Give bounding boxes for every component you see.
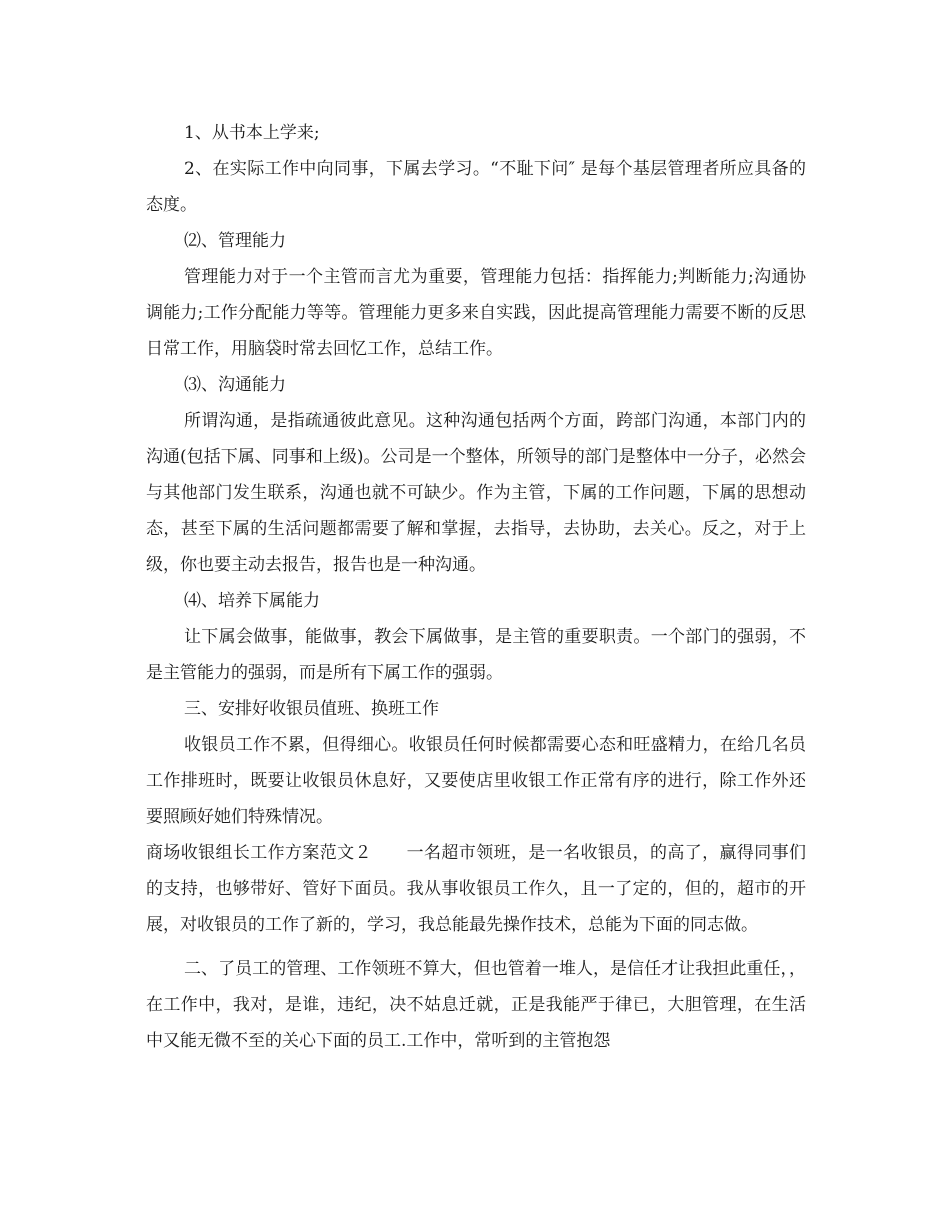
paragraph-management: 管理能力对于一个主管而言尤为重要，管理能力包括：指挥能力;判断能力;沟通协调能力;工作分配能力等等。管理能力更多来自实践，因此提高管理能力需要不断的反思日常工作，用脑袋时常去回忆工作，总结工作。 <box>146 267 806 359</box>
paragraph-scheduling: 收银员工作不累，但得细心。收银员任何时候都需要心态和旺盛精力，在给几名员工作排班时，既要让收银员休息好，又要使店里收银工作正常有序的进行，除工作外还要照顾好她们特殊情况。 <box>146 735 806 827</box>
list-item-2: 2、在实际工作中向同事，下属去学习。“不耻下问″ 是每个基层管理者所应具备的态度。 <box>146 159 806 215</box>
section-heading-management: ⑵、管理能力 <box>184 231 286 251</box>
document-body <box>146 115 806 1059</box>
list-item-1: 1、从书本上学来; <box>184 123 320 143</box>
spacer <box>146 943 806 951</box>
section-heading-communication: ⑶、沟通能力 <box>184 375 286 395</box>
section-heading-training: ⑷、培养下属能力 <box>184 591 320 611</box>
paragraph-communication: 所谓沟通，是指疏通彼此意见。这种沟通包括两个方面，跨部门沟通，本部门内的沟通(包括下属、同事和上级)。公司是一个整体，所领导的部门是整体中一分子，必然会与其他部门发生联系，沟通也就不可缺少。作为主管，下属的工作问题，下属的思想动态，甚至下属的生活问题都需要了解和掌握，去指导，去协助，去关心。反之，对于上级，你也要主动去报告，报告也是一种沟通。 <box>146 411 806 575</box>
paragraph-training: 让下属会做事，能做事，教会下属做事，是主管的重要职责。一个部门的强弱，不是主管能力的强弱，而是所有下属工作的强弱。 <box>146 627 806 683</box>
paragraph-staff-management: 二、了员工的管理、工作领班不算大，但也管着一堆人，是信任才让我担此重任，，在工作中，我对，是谁，违纪，决不姑息迁就，正是我能严于律已，大胆管理，在生活中又能无微不至的关心下面的员工.工作中，常听到的主管抱怨 <box>146 959 806 1051</box>
paragraph-sample-2: 商场收银组长工作方案范文２ 一名超市领班，是一名收银员，的高了，赢得同事们的支持，也够带好、管好下面员。我从事收银员工作久，且一了定的，但的，超市的开展，对收银员的工作了新的，学习，我总能最先操作技术，总能为下面的同志做。 <box>146 843 806 935</box>
section-heading-scheduling: 三、安排好收银员值班、换班工作 <box>184 699 439 719</box>
